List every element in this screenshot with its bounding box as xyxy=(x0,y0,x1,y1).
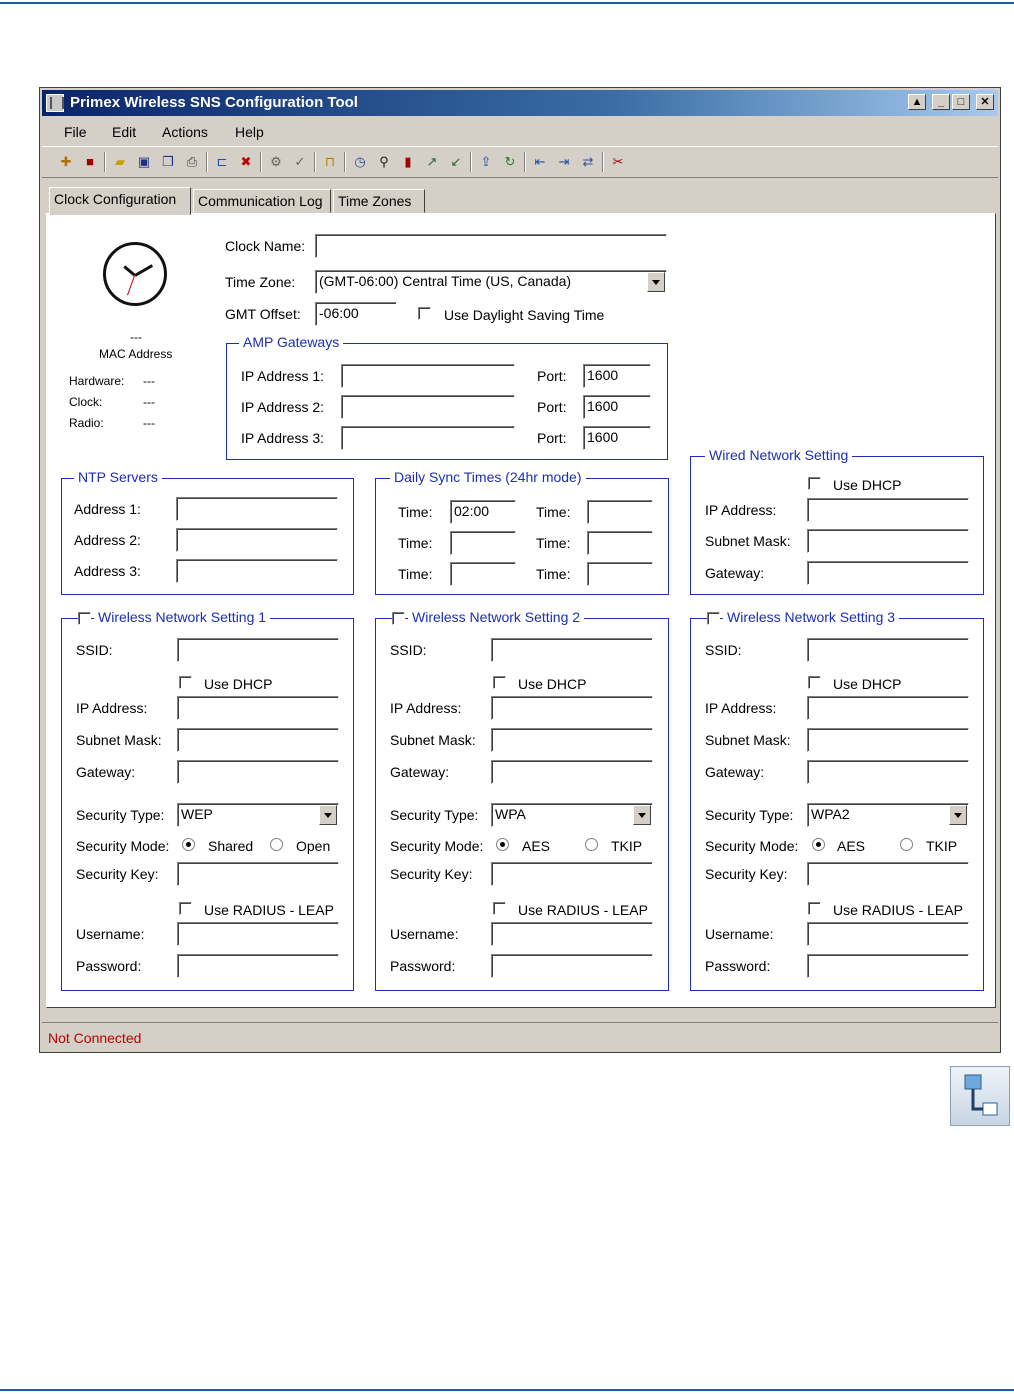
wireless-2-password-label: Password: xyxy=(390,958,456,974)
wireless-3-enable-checkbox[interactable] xyxy=(707,612,720,625)
display-icon[interactable]: ▮ xyxy=(404,154,412,169)
wireless-1-gateway-input[interactable] xyxy=(177,760,339,784)
wireless-1-dhcp-checkbox[interactable] xyxy=(179,676,192,689)
connect-icon[interactable]: ⊏ xyxy=(216,154,228,169)
app-icon[interactable] xyxy=(46,94,64,112)
save-icon[interactable]: ▣ xyxy=(137,154,151,169)
time-icon[interactable]: ◷ xyxy=(354,154,366,169)
wireless-1-security-type-dropdown-icon[interactable] xyxy=(319,805,337,825)
amp-ip1-input[interactable] xyxy=(341,364,515,388)
ntp-address1-input[interactable] xyxy=(176,497,338,521)
hardware-label: Hardware: xyxy=(69,374,125,388)
amp-port3-label: Port: xyxy=(537,430,567,446)
gmt-offset-input[interactable]: -06:00 xyxy=(315,302,397,326)
wireless-2-mask-label: Subnet Mask: xyxy=(390,732,476,748)
toolbar xyxy=(42,146,998,178)
sync-time3-input[interactable] xyxy=(450,531,516,555)
status-bar xyxy=(42,1022,998,1051)
mac-address-value: --- xyxy=(130,330,142,344)
wireless-1-mode-b-radio[interactable] xyxy=(270,838,283,851)
amp-ip2-label: IP Address 2: xyxy=(241,399,325,415)
wireless-2-gateway-input[interactable] xyxy=(491,760,653,784)
wireless-1-security-mode-label: Security Mode: xyxy=(76,838,170,854)
ntp-address2-label: Address 2: xyxy=(74,532,141,548)
amp-port2-label: Port: xyxy=(537,399,567,415)
wireless-3-title: Wireless Network Setting 3 xyxy=(723,609,899,625)
toolbar-separator xyxy=(260,152,262,172)
sync-time6-label: Time: xyxy=(536,566,571,582)
menu-edit[interactable]: Edit xyxy=(112,124,137,140)
wireless-2-radius-checkbox[interactable] xyxy=(493,902,506,915)
refresh-icon[interactable]: ↻ xyxy=(504,154,516,169)
wireless-1-ip-label: IP Address: xyxy=(76,700,148,716)
import-icon[interactable]: ⇤ xyxy=(534,154,546,169)
wireless-3-ssid-label: SSID: xyxy=(705,642,742,658)
connect-icon-large xyxy=(950,1066,1010,1126)
minimize-icon[interactable]: _ xyxy=(932,94,950,110)
copy-icon[interactable]: ❐ xyxy=(162,154,174,169)
ntp-address3-input[interactable] xyxy=(176,559,338,583)
wired-ip-label: IP Address: xyxy=(705,502,777,518)
tab-time-zones[interactable]: Time Zones xyxy=(333,189,425,213)
wireless-3-ssid-input[interactable] xyxy=(807,638,969,662)
wireless-3-mask-input[interactable] xyxy=(807,728,969,752)
upload-icon[interactable]: ⇪ xyxy=(480,154,492,169)
wireless-2-ip-input[interactable] xyxy=(491,696,653,720)
clock-minute-hand xyxy=(134,264,153,277)
wireless-1-security-key-label: Security Key: xyxy=(76,866,159,882)
toolbar-separator xyxy=(524,152,526,172)
wireless-3-dhcp-label: Use DHCP xyxy=(833,676,902,692)
wireless-1-mask-label: Subnet Mask: xyxy=(76,732,162,748)
sync-time4-label: Time: xyxy=(536,535,571,551)
wired-dhcp-label: Use DHCP xyxy=(833,477,902,493)
transfer-icon[interactable]: ⇄ xyxy=(582,154,594,169)
time-zone-label: Time Zone: xyxy=(225,274,296,290)
amp-ip1-label: IP Address 1: xyxy=(241,368,325,384)
wireless-3-gateway-label: Gateway: xyxy=(705,764,765,780)
clock-version-label: Clock: xyxy=(69,395,103,409)
wireless-2-security-key-input[interactable] xyxy=(491,862,653,886)
sync-icon[interactable]: ✓ xyxy=(294,154,306,169)
wireless-1-mask-input[interactable] xyxy=(177,728,339,752)
menu-file[interactable]: File xyxy=(64,124,87,140)
wireless-2-gateway-label: Gateway: xyxy=(390,764,450,780)
ntp-address1-label: Address 1: xyxy=(74,501,141,517)
wired-gateway-input[interactable] xyxy=(807,561,969,585)
radio-version-label: Radio: xyxy=(69,416,104,430)
wireless-3-dhcp-checkbox[interactable] xyxy=(808,676,821,689)
wireless-3-security-type-select[interactable] xyxy=(807,803,969,827)
wireless-1-gateway-label: Gateway: xyxy=(76,764,136,780)
clock-name-label: Clock Name: xyxy=(225,238,306,254)
page-bottom-rule xyxy=(0,1389,1014,1391)
wireless-1-security-type-select[interactable] xyxy=(177,803,339,827)
time-zone-value: (GMT-06:00) Central Time (US, Canada) xyxy=(319,273,572,289)
wireless-1-security-type-label: Security Type: xyxy=(76,807,165,823)
wireless-1-ip-input[interactable] xyxy=(177,696,339,720)
wired-gateway-label: Gateway: xyxy=(705,565,765,581)
wireless-3-gateway-input[interactable] xyxy=(807,760,969,784)
app-window xyxy=(39,87,1001,1053)
amp-port2-input[interactable]: 1600 xyxy=(583,395,651,419)
ntp-address2-input[interactable] xyxy=(176,528,338,552)
wireless-3-radius-checkbox[interactable] xyxy=(808,902,821,915)
wireless-1-ssid-input[interactable] xyxy=(177,638,339,662)
new-clock-icon[interactable]: ✚ xyxy=(60,154,72,169)
wireless-1-username-label: Username: xyxy=(76,926,145,942)
menu-bar xyxy=(42,118,998,144)
wired-network-group xyxy=(690,447,984,595)
wireless-3-radius-label: Use RADIUS - LEAP xyxy=(833,902,963,918)
hardware-value: --- xyxy=(143,374,155,388)
wireless-3-username-input[interactable] xyxy=(807,922,969,946)
ntp-servers-title: NTP Servers xyxy=(74,469,162,485)
wireless-1-mode-b-label: Open xyxy=(296,838,331,854)
wireless-3-mode-a-radio[interactable] xyxy=(812,838,825,851)
wired-dhcp-checkbox[interactable] xyxy=(808,477,821,490)
wireless-network-1-group xyxy=(61,609,354,991)
menu-help[interactable]: Help xyxy=(235,124,264,140)
wireless-2-ssid-label: SSID: xyxy=(390,642,427,658)
wired-mask-input[interactable] xyxy=(807,529,969,553)
sync-time2-label: Time: xyxy=(536,504,571,520)
wireless-1-title: Wireless Network Setting 1 xyxy=(94,609,270,625)
amp-port1-input[interactable]: 1600 xyxy=(583,364,651,388)
page-top-rule xyxy=(0,2,1014,4)
stop-icon[interactable]: ■ xyxy=(86,154,94,169)
time-zone-dropdown-icon[interactable] xyxy=(647,272,665,292)
wireless-2-ssid-input[interactable] xyxy=(491,638,653,662)
amp-ip3-input[interactable] xyxy=(341,426,515,450)
amp-port1-label: Port: xyxy=(537,368,567,384)
wireless-3-security-type-label: Security Type: xyxy=(705,807,794,823)
wireless-2-enable-checkbox[interactable] xyxy=(392,612,405,625)
gmt-offset-label: GMT Offset: xyxy=(225,306,301,322)
mac-address-label: MAC Address xyxy=(99,347,173,361)
wireless-2-mode-b-label: TKIP xyxy=(611,838,643,854)
wireless-network-2-group xyxy=(375,609,669,991)
wireless-1-mode-a-radio[interactable] xyxy=(182,838,195,851)
toolbar-separator xyxy=(206,152,208,172)
wireless-3-mask-label: Subnet Mask: xyxy=(705,732,791,748)
unplug-icon[interactable]: ↙ xyxy=(450,154,462,169)
wireless-3-security-mode-label: Security Mode: xyxy=(705,838,799,854)
daylight-saving-checkbox[interactable] xyxy=(418,307,431,320)
wireless-2-username-label: Username: xyxy=(390,926,459,942)
wireless-1-username-input[interactable] xyxy=(177,922,339,946)
daily-sync-times-group xyxy=(375,469,669,595)
wired-mask-label: Subnet Mask: xyxy=(705,533,791,549)
wireless-2-ip-label: IP Address: xyxy=(390,700,462,716)
clock-configuration-panel xyxy=(46,213,996,1008)
daily-sync-title: Daily Sync Times (24hr mode) xyxy=(390,469,586,485)
wireless-3-security-key-label: Security Key: xyxy=(705,866,788,882)
tab-clock-configuration[interactable]: Clock Configuration xyxy=(49,187,191,215)
wireless-2-dhcp-checkbox[interactable] xyxy=(493,676,506,689)
wireless-2-security-type-dropdown-icon[interactable] xyxy=(633,805,651,825)
settings-icon[interactable]: ⚙ xyxy=(270,154,282,169)
wireless-1-security-key-input[interactable] xyxy=(177,862,339,886)
amp-ip3-label: IP Address 3: xyxy=(241,430,325,446)
connection-status: Not Connected xyxy=(48,1030,142,1046)
sync-time6-input[interactable] xyxy=(587,562,653,586)
daylight-saving-label: Use Daylight Saving Time xyxy=(444,307,605,323)
amp-gateways-group xyxy=(226,334,668,460)
open-folder-icon[interactable]: ▰ xyxy=(115,154,125,169)
sync-time2-input[interactable] xyxy=(587,500,653,524)
lock-icon[interactable]: ⊓ xyxy=(324,154,336,169)
radio-version-value: --- xyxy=(143,416,155,430)
wireless-2-security-type-value: WPA xyxy=(495,806,526,822)
wireless-1-password-input[interactable] xyxy=(177,954,339,978)
toolbar-separator xyxy=(314,152,316,172)
wireless-2-radius-label: Use RADIUS - LEAP xyxy=(518,902,648,918)
clock-name-input[interactable] xyxy=(315,234,667,258)
tab-communication-log[interactable]: Communication Log xyxy=(193,189,331,213)
wireless-2-mode-a-radio[interactable] xyxy=(496,838,509,851)
wired-network-title: Wired Network Setting xyxy=(705,447,852,463)
disconnect-icon[interactable]: ✖ xyxy=(240,154,252,169)
wireless-1-password-label: Password: xyxy=(76,958,142,974)
wireless-3-username-label: Username: xyxy=(705,926,774,942)
ntp-address3-label: Address 3: xyxy=(74,563,141,579)
wireless-3-security-key-input[interactable] xyxy=(807,862,969,886)
print-icon[interactable]: ⎙ xyxy=(186,154,198,169)
title-bar[interactable] xyxy=(42,90,998,116)
toolbar-separator xyxy=(602,152,604,172)
wireless-1-mode-a-label: Shared xyxy=(208,838,254,854)
menu-actions[interactable]: Actions xyxy=(162,124,208,140)
close-icon[interactable]: ✕ xyxy=(976,94,994,110)
wireless-1-security-type-value: WEP xyxy=(181,806,213,822)
toolbar-separator xyxy=(344,152,346,172)
sync-time5-label: Time: xyxy=(398,566,433,582)
toolbar-separator xyxy=(470,152,472,172)
export-icon[interactable]: ⇥ xyxy=(558,154,570,169)
wireless-3-ip-input[interactable] xyxy=(807,696,969,720)
wired-ip-input[interactable] xyxy=(807,498,969,522)
wireless-3-mode-b-label: TKIP xyxy=(926,838,958,854)
wireless-2-mask-input[interactable] xyxy=(491,728,653,752)
wireless-2-dhcp-label: Use DHCP xyxy=(518,676,587,692)
wireless-2-title: Wireless Network Setting 2 xyxy=(408,609,584,625)
wireless-2-security-key-label: Security Key: xyxy=(390,866,473,882)
amp-gateways-title: AMP Gateways xyxy=(239,334,343,350)
sync-time4-input[interactable] xyxy=(587,531,653,555)
wireless-2-mode-b-radio[interactable] xyxy=(585,838,598,851)
wireless-2-username-input[interactable] xyxy=(491,922,653,946)
maximize-icon[interactable]: □ xyxy=(952,94,970,110)
window-title: Primex Wireless SNS Configuration Tool xyxy=(70,94,358,111)
plug-icon[interactable]: ↗ xyxy=(426,154,438,169)
wireless-3-mode-a-label: AES xyxy=(837,838,866,854)
tools-icon[interactable]: ✂ xyxy=(612,154,624,169)
wireless-2-mode-a-label: AES xyxy=(522,838,551,854)
scroll-up-icon[interactable]: ▲ xyxy=(908,94,926,110)
clock-version-value: --- xyxy=(143,395,155,409)
wireless-2-security-mode-label: Security Mode: xyxy=(390,838,484,854)
wireless-3-ip-label: IP Address: xyxy=(705,700,777,716)
wireless-1-dhcp-label: Use DHCP xyxy=(204,676,273,692)
wireless-3-security-type-dropdown-icon[interactable] xyxy=(949,805,967,825)
wireless-3-password-input[interactable] xyxy=(807,954,969,978)
find-icon[interactable]: ⚲ xyxy=(379,154,389,169)
wireless-1-radius-label: Use RADIUS - LEAP xyxy=(204,902,334,918)
amp-port3-input[interactable]: 1600 xyxy=(583,426,651,450)
sync-time1-label: Time: xyxy=(398,504,433,520)
wireless-2-security-type-select[interactable] xyxy=(491,803,653,827)
toolbar-separator xyxy=(104,152,106,172)
wireless-2-password-input[interactable] xyxy=(491,954,653,978)
time-zone-select[interactable] xyxy=(315,270,667,294)
clock-icon xyxy=(103,242,167,306)
wireless-1-radius-checkbox[interactable] xyxy=(179,902,192,915)
clock-second-hand xyxy=(127,274,135,295)
wireless-3-password-label: Password: xyxy=(705,958,771,974)
sync-time5-input[interactable] xyxy=(450,562,516,586)
ntp-servers-group xyxy=(61,469,354,595)
wireless-1-ssid-label: SSID: xyxy=(76,642,113,658)
wireless-network-3-group xyxy=(690,609,984,991)
wireless-2-security-type-label: Security Type: xyxy=(390,807,479,823)
sync-time1-input[interactable]: 02:00 xyxy=(450,500,516,524)
sync-time3-label: Time: xyxy=(398,535,433,551)
amp-ip2-input[interactable] xyxy=(341,395,515,419)
connect-icon-graphic xyxy=(951,1067,1009,1125)
wireless-3-mode-b-radio[interactable] xyxy=(900,838,913,851)
wireless-3-security-type-value: WPA2 xyxy=(811,806,850,822)
wireless-1-enable-checkbox[interactable] xyxy=(78,612,91,625)
